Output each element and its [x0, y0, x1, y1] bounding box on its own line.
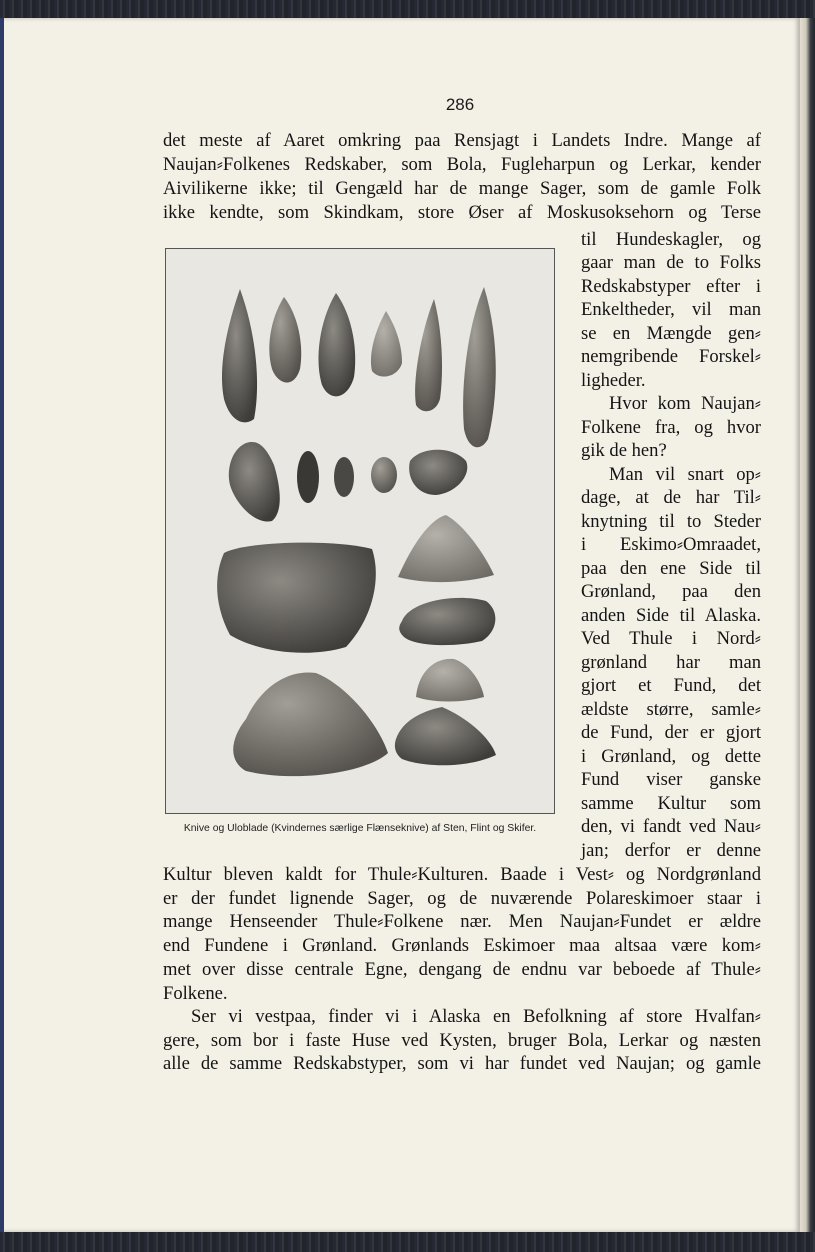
body-line: end Fundene i Grønland. Grønlands Eskimoer maa altsaa være kom⸗ [163, 935, 761, 956]
body-line: alle de samme Redskabstyper, som vi har fundet ved Naujan; og gamle [163, 1053, 761, 1074]
stone-tools-illustration [166, 249, 554, 813]
column-line: paa den ene Side til [581, 558, 761, 579]
column-line: gjort et Fund, det [581, 675, 761, 696]
column-line: anden Side til Alaska. [581, 605, 761, 626]
column-line: knytning til to Steder [581, 511, 761, 532]
page-number: 286 [445, 95, 475, 114]
column-line: samme Kultur som [581, 793, 761, 814]
body-line: Kultur bleven kaldt for Thule⸗Kulturen. Baade i Vest⸗ og Nordgrønland [163, 864, 761, 885]
body-line: met over disse centrale Egne, dengang de endnu var beboede af Thule⸗ [163, 959, 761, 980]
column-line: Fund viser ganske [581, 769, 761, 790]
column-line: Enkeltheder, vil man [581, 299, 761, 320]
page-edge [800, 18, 815, 1232]
figure-caption: Knive og Uloblade (Kvindernes særlige Flænseknive) af Sten, Flint og Skifer. [183, 823, 537, 834]
column-line: Hvor kom Naujan⸗ [609, 393, 761, 414]
column-line: Ved Thule i Nord⸗ [581, 628, 761, 649]
column-line: Redskabstyper efter i [581, 276, 761, 297]
column-line: til Hundeskagler, og [581, 229, 761, 250]
column-line: grønland har man [581, 652, 761, 673]
book-binding-bottom [0, 1232, 815, 1252]
column-line: den, vi fandt ved Nau⸗ [581, 816, 761, 837]
body-line: ikke kendte, som Skindkam, store Øser af Moskusoksehorn og Terse [163, 202, 761, 223]
column-line: gaar man de to Folks [581, 252, 761, 273]
column-line: Folkene fra, og hvor [581, 417, 761, 438]
column-line: i Grønland, og dette [581, 746, 761, 767]
body-line: gere, som bor i faste Huse ved Kysten, bruger Bola, Lerkar og næsten [163, 1030, 761, 1051]
book-spine-edge [0, 18, 4, 1232]
body-line: er der fundet lignende Sager, og de nuværende Polareskimoer staar i [163, 888, 761, 909]
book-binding-top [0, 0, 815, 20]
column-line: se en Mængde gen⸗ [581, 323, 761, 344]
body-line: det meste af Aaret omkring paa Rensjagt i Landets Indre. Mange af [163, 130, 761, 151]
body-line: Ser vi vestpaa, finder vi i Alaska en Befolkning af store Hvalfan⸗ [191, 1006, 761, 1027]
column-line: i Eskimo⸗Omraadet, [581, 534, 761, 555]
body-line: Folkene. [163, 983, 228, 1004]
body-line: Naujan⸗Folkenes Redskaber, som Bola, Fugleharpun og Lerkar, kender [163, 154, 761, 175]
column-line: Man vil snart op⸗ [609, 464, 761, 485]
artifact-photograph [165, 248, 555, 814]
column-line: ligheder. [581, 370, 646, 391]
column-line: Grønland, paa den [581, 581, 761, 602]
body-line: Aivilikerne ikke; til Gengæld har de mange Sager, som de gamle Folk [163, 178, 761, 199]
column-line: jan; derfor er denne [581, 840, 761, 861]
column-line: de Fund, der er gjort [581, 722, 761, 743]
body-line: mange Henseender Thule⸗Folkene nær. Men Naujan⸗Fundet er ældre [163, 911, 761, 932]
column-line: nemgribende Forskel⸗ [581, 346, 761, 367]
column-line: dage, at de har Til⸗ [581, 487, 761, 508]
column-line: gik de hen? [581, 440, 667, 461]
column-line: ældste større, samle⸗ [581, 699, 761, 720]
